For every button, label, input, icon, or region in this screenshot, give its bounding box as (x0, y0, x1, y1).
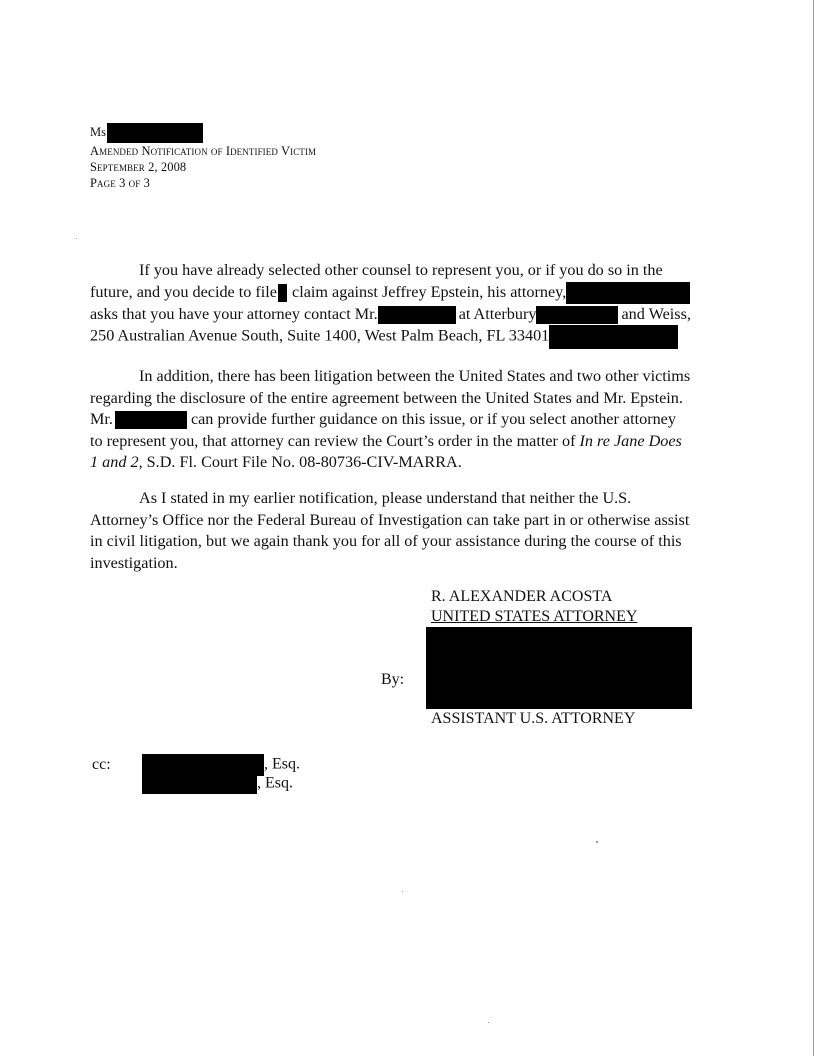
paragraph-closing (90, 488, 715, 574)
paragraph-line: investigation. (90, 553, 178, 572)
text-fragment: can provide further guidance on this issue, or if you select another attorney (190, 410, 676, 428)
text-fragment: claim against Jeffrey Epstein, his attorney, (288, 282, 567, 301)
scan-edge-line (813, 0, 814, 1056)
scan-speck (402, 891, 403, 892)
cc-suffix: , Esq. (264, 755, 300, 773)
redacted-recipient-name (107, 123, 203, 143)
paragraph-line (90, 282, 715, 304)
text-fragment: to represent you, that attorney can review the Court’s order in the matter of (90, 431, 580, 450)
cc-recipient-1 (142, 754, 300, 776)
by-label: By: (381, 671, 405, 688)
paragraph-line: in civil litigation, but we again thank you for all of your assistance during the course of this (90, 532, 682, 550)
letter-header (90, 123, 316, 191)
redacted-firm-name (536, 306, 618, 324)
letter-date: September 2, 2008 (90, 160, 187, 174)
scan-speck (76, 238, 77, 239)
paragraph-counsel (90, 260, 715, 349)
paragraph-litigation (90, 366, 715, 474)
redacted-cc-name (142, 774, 257, 794)
cc-label: cc: (92, 756, 111, 773)
paragraph-line (90, 452, 715, 474)
paragraph-line: As I stated in my earlier notification, please understand that neither the U.S. (139, 489, 632, 507)
text-fragment: and Weiss, (621, 304, 691, 323)
paragraph-line (90, 304, 715, 326)
paragraph-line (90, 431, 715, 453)
redacted-attorney-name (566, 282, 690, 304)
text-fragment: at Atterbury (458, 304, 537, 323)
cc-recipient-2 (142, 774, 293, 794)
redacted-attorney-name (115, 411, 187, 429)
paragraph-line: regarding the disclosure of the entire agreement between the United States and Mr. Epstein. (90, 388, 683, 407)
paragraph-line (90, 409, 715, 431)
redacted-word (278, 284, 287, 302)
redacted-phone (549, 325, 678, 349)
signer-role: ASSISTANT U.S. ATTORNEY (431, 710, 636, 727)
signer-name: R. ALEXANDER ACOSTA (431, 588, 613, 605)
case-name-italic: In re Jane Does (579, 431, 682, 450)
paragraph-line (90, 325, 715, 349)
recipient-salutation: Ms (90, 124, 106, 139)
scan-speck (488, 1022, 489, 1023)
text-fragment: asks that you have your attorney contact Mr. (90, 304, 378, 323)
cc-suffix: , Esq. (257, 774, 293, 792)
signer-office: UNITED STATES ATTORNEY (431, 608, 638, 625)
text-fragment: Mr. (90, 410, 113, 428)
text-fragment: 250 Australian Avenue South, Suite 1400, West Palm Beach, FL 33401 (90, 327, 550, 345)
paragraph-line: If you have already selected other counsel to represent you, or if you do so in the (139, 261, 663, 279)
case-name-italic: 1 and 2 (90, 453, 139, 471)
text-fragment: future, and you decide to file (90, 282, 277, 301)
recipient-line (90, 123, 316, 143)
redacted-signature (426, 627, 692, 709)
letter-title: Amended Notification of Identified Victim (90, 144, 317, 158)
paragraph-line: In addition, there has been litigation between the United States and two other victims (139, 367, 691, 385)
page-number: Page 3 of 3 (90, 176, 150, 190)
scan-speck (596, 841, 598, 843)
redacted-cc-name (142, 754, 264, 776)
paragraph-line: Attorney’s Office nor the Federal Bureau of Investigation can take part in or otherwise assist (90, 510, 690, 529)
redacted-attorney-contact (378, 306, 456, 324)
text-fragment: , S.D. Fl. Court File No. 08-80736-CIV-MARRA. (138, 453, 462, 471)
